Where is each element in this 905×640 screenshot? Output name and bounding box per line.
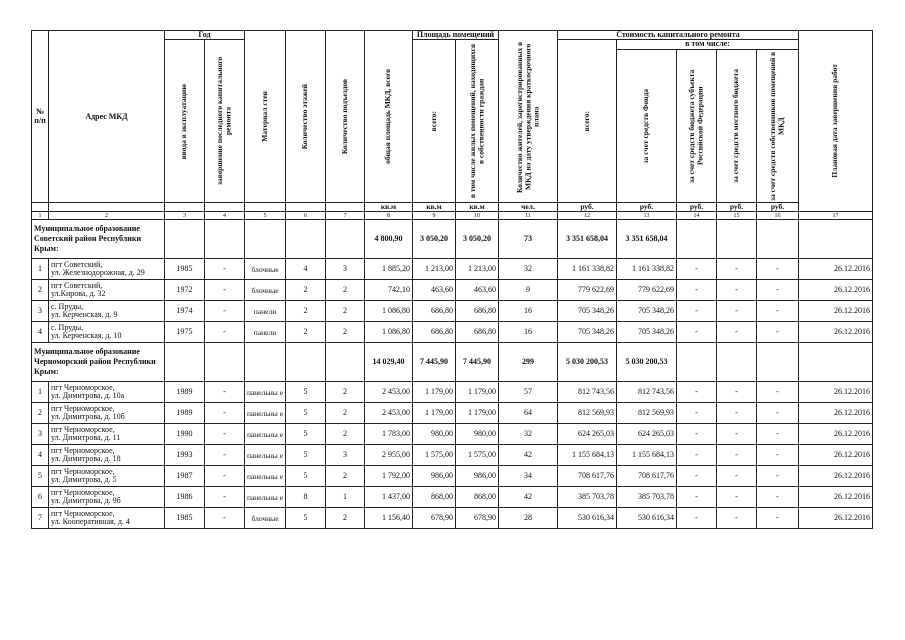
wall-material-cell: панельны е [245,466,286,487]
completion-date-cell: 26.12.2016 [799,382,873,403]
col-area-all-header: всего: [413,40,456,203]
wall-material-cell: блочные [245,259,286,280]
cost-region-cell: - [677,403,717,424]
area-all-cell: 986,00 [413,466,456,487]
address-line-1: пгт Черноморское, [51,424,115,434]
area-res-cell: 686,80 [456,301,499,322]
address-line-2: ул. Димитрова, д. 10б [51,412,125,422]
cost-fund-cell: 812 743,56 [617,382,677,403]
completion-date-cell: 26.12.2016 [799,445,873,466]
entrances-cell: 2 [326,301,365,322]
address-cell [49,301,165,322]
cost-owners-cell: - [757,322,799,343]
wall-material-cell: панельны е [245,403,286,424]
address-line-1: с. Пруды, [51,301,84,311]
cost-all-cell: 779 622,69 [558,280,617,301]
wall-material-cell: панели [245,301,286,322]
address-line-2: ул. Димитрова, д. 9б [51,496,121,506]
col-index: 12 [558,212,617,220]
total-area-cell: 1 086,80 [365,322,413,343]
cost-region-cell: - [677,322,717,343]
col-cost-owners-header: за счет средств собственников помещений в МКД [757,49,799,203]
address-cell [49,508,165,529]
col-index: 4 [205,212,245,220]
repair-plan-sheet [31,30,873,529]
address-cell [49,382,165,403]
address-line-1: пгт Черноморское, [51,382,115,392]
address-cell [49,487,165,508]
table-row [32,301,873,322]
floors-cell: 5 [286,445,326,466]
cost-fund-cell: 708 617,76 [617,466,677,487]
entrances-cell: 2 [326,322,365,343]
col-index: 15 [717,212,757,220]
table-row [32,382,873,403]
cost-owners-cell: - [757,445,799,466]
cost-region-cell: - [677,301,717,322]
floors-cell: 8 [286,487,326,508]
col-cost-fund-header: за счет средств Фонда [617,49,677,203]
area-res-cell: 686,80 [456,322,499,343]
total-area-cell: 4 800,90 [365,220,413,259]
entrances-cell: 2 [326,280,365,301]
col-total-area-header: общая площадь МКД, всего [365,31,413,203]
cost-region-cell: - [677,445,717,466]
year-repair-cell: - [205,445,245,466]
year-built-cell: 1985 [165,508,205,529]
col-index: 17 [799,212,873,220]
residents-cell: 42 [499,445,558,466]
total-area-cell: 1 086,80 [365,301,413,322]
cost-all-cell: 385 703,78 [558,487,617,508]
municipality-total-row [32,343,873,382]
row-number: 7 [32,508,49,529]
total-area-cell: 742,10 [365,280,413,301]
cost-sub-header: в том числе: [617,40,799,49]
col-residents-header: Количество жителей, зарегистрированных в МКД на дату утверждения краткосрочного плана [499,31,558,203]
row-number: 1 [32,382,49,403]
year-repair-cell: - [205,466,245,487]
cost-local-cell: - [717,445,757,466]
area-all-cell: 1 179,00 [413,382,456,403]
cost-group-header: Стоимость капитального ремонта [558,31,799,40]
col-index: 6 [286,212,326,220]
col-cost-local-header: за счет средств местного бюджета [717,49,757,203]
year-repair-cell: - [205,508,245,529]
area-res-cell: 463,60 [456,280,499,301]
floors-cell: 4 [286,259,326,280]
entrances-cell: 2 [326,403,365,424]
cost-local-cell: - [717,424,757,445]
address-line-1: пгт Черноморское, [51,403,115,413]
cost-all-cell: 708 617,76 [558,466,617,487]
total-area-cell: 1 783,00 [365,424,413,445]
cost-fund-cell: 3 351 658,04 [617,220,677,259]
address-line-1: пгт Советский, [51,259,103,269]
unit-cell: руб. [717,203,757,212]
entrances-cell: 3 [326,445,365,466]
year-built-cell: 1972 [165,280,205,301]
col-index: 2 [49,212,165,220]
row-number: 4 [32,445,49,466]
unit-cell: кв.м [413,203,456,212]
area-all-cell: 1 179,00 [413,403,456,424]
year-built-cell: 1989 [165,382,205,403]
area-res-cell: 678,90 [456,508,499,529]
wall-material-cell: панельны е [245,424,286,445]
col-floors-header: Количество этажей [286,31,326,203]
area-all-cell: 7 445,90 [413,343,456,382]
row-number: 4 [32,322,49,343]
area-res-cell: 1 179,00 [456,382,499,403]
cost-fund-cell: 385 703,78 [617,487,677,508]
address-line-2: ул. Димитрова, д. 11 [51,433,121,443]
year-built-cell: 1987 [165,466,205,487]
completion-date-cell: 26.12.2016 [799,508,873,529]
cost-owners-cell: - [757,403,799,424]
municipality-name: Муниципальное образование Черноморский район Республики Крым: [32,343,165,382]
col-year-repair-header: завершение последнего капитального ремонта [205,40,245,203]
residents-cell: 32 [499,259,558,280]
cost-owners-cell: - [757,259,799,280]
total-area-cell: 1 437,00 [365,487,413,508]
total-area-cell: 1 156,40 [365,508,413,529]
cost-fund-cell: 779 622,69 [617,280,677,301]
total-area-cell: 1 792,00 [365,466,413,487]
table-row [32,508,873,529]
col-year-built-header: ввода в эксплуатацию [165,40,205,203]
area-all-cell: 678,90 [413,508,456,529]
cost-fund-cell: 705 348,26 [617,322,677,343]
table-row [32,445,873,466]
floors-cell: 2 [286,301,326,322]
col-area-res-header: в том числе жилых помещений, находящихся в собственности граждан [456,40,499,203]
cost-region-cell: - [677,508,717,529]
completion-date-cell: 26.12.2016 [799,487,873,508]
row-number: 5 [32,466,49,487]
area-all-cell: 3 050,20 [413,220,456,259]
address-line-1: пгт Черноморское, [51,508,115,518]
cost-owners-cell: - [757,487,799,508]
address-line-2: ул. Железнодорожная, д. 29 [51,268,145,278]
cost-owners-cell: - [757,382,799,403]
cost-local-cell: - [717,259,757,280]
residents-cell: 299 [499,343,558,382]
unit-cell: руб. [617,203,677,212]
year-repair-cell: - [205,403,245,424]
year-group-header: Год [165,31,245,40]
cost-all-cell: 530 616,34 [558,508,617,529]
municipality-group-2 [32,343,873,529]
column-index-row [32,212,873,220]
area-res-cell: 3 050,20 [456,220,499,259]
address-cell [49,445,165,466]
address-cell [49,280,165,301]
address-line-1: пгт Советский, [51,280,103,290]
completion-date-cell: 26.12.2016 [799,259,873,280]
cost-fund-cell: 624 265,03 [617,424,677,445]
cost-all-cell: 812 743,56 [558,382,617,403]
cost-all-cell: 624 265,03 [558,424,617,445]
total-area-cell: 2 453,00 [365,382,413,403]
cost-owners-cell: - [757,424,799,445]
residents-cell: 16 [499,322,558,343]
floors-cell: 2 [286,280,326,301]
col-cost-region-header: за счет средств бюджета субъекта Российской Федерации [677,49,717,203]
year-built-cell: 1974 [165,301,205,322]
year-built-cell: 1985 [165,259,205,280]
cost-fund-cell: 812 569,93 [617,403,677,424]
cost-local-cell: - [717,508,757,529]
area-group-header: Площадь помещений [413,31,499,40]
year-repair-cell: - [205,259,245,280]
completion-date-cell: 26.12.2016 [799,424,873,445]
address-line-2: ул.Кирова, д. 32 [51,289,106,299]
year-built-cell: 1989 [165,403,205,424]
col-date-header: Плановая дата завершения работ [799,31,873,212]
address-line-2: ул. Димитрова, д. 10а [51,391,125,401]
cost-all-cell: 3 351 658,04 [558,220,617,259]
residents-cell: 16 [499,301,558,322]
completion-date-cell: 26.12.2016 [799,322,873,343]
cost-fund-cell: 705 348,26 [617,301,677,322]
col-address-header: Адрес МКД [49,31,165,203]
unit-cell: руб. [757,203,799,212]
col-index: 13 [617,212,677,220]
entrances-cell: 2 [326,424,365,445]
residents-cell: 34 [499,466,558,487]
address-line-2: ул. Керченская, д. 10 [51,331,122,341]
col-index: 5 [245,212,286,220]
area-res-cell: 868,00 [456,487,499,508]
row-number: 2 [32,403,49,424]
entrances-cell: 2 [326,466,365,487]
floors-cell: 2 [286,322,326,343]
completion-date-cell: 26.12.2016 [799,301,873,322]
completion-date-cell: 26.12.2016 [799,280,873,301]
unit-cell: руб. [677,203,717,212]
entrances-cell: 2 [326,508,365,529]
area-res-cell: 7 445,90 [456,343,499,382]
year-repair-cell: - [205,301,245,322]
cost-local-cell: - [717,382,757,403]
wall-material-cell: панельны е [245,382,286,403]
col-entrances-header: Количество подъездов [326,31,365,203]
residents-cell: 64 [499,403,558,424]
cost-owners-cell: - [757,508,799,529]
address-cell [49,424,165,445]
municipality-total-row [32,220,873,259]
wall-material-cell: панельны е [245,445,286,466]
cost-fund-cell: 5 030 200,53 [617,343,677,382]
residents-cell: 32 [499,424,558,445]
total-area-cell: 2 453,00 [365,403,413,424]
total-area-cell: 1 885,20 [365,259,413,280]
address-line-2: ул. Димитрова, д. 5 [51,475,117,485]
table-row [32,322,873,343]
year-built-cell: 1986 [165,487,205,508]
col-wall-header: Материал стен [245,31,286,203]
cost-region-cell: - [677,466,717,487]
cost-fund-cell: 1 161 338,82 [617,259,677,280]
cost-fund-cell: 1 155 684,13 [617,445,677,466]
row-number: 6 [32,487,49,508]
col-index: 11 [499,212,558,220]
repair-plan-table [31,30,873,529]
col-num-header: № п/п [32,31,49,203]
table-row [32,403,873,424]
year-repair-cell: - [205,487,245,508]
row-number: 1 [32,259,49,280]
cost-region-cell: - [677,259,717,280]
floors-cell: 5 [286,403,326,424]
cost-local-cell: - [717,487,757,508]
completion-date-cell: 26.12.2016 [799,466,873,487]
cost-region-cell: - [677,280,717,301]
area-res-cell: 1 179,00 [456,403,499,424]
total-area-cell: 2 955,00 [365,445,413,466]
floors-cell: 5 [286,424,326,445]
address-cell [49,322,165,343]
year-built-cell: 1990 [165,424,205,445]
entrances-cell: 2 [326,382,365,403]
table-row [32,280,873,301]
year-repair-cell: - [205,280,245,301]
address-line-2: ул. Димитрова, д. 18 [51,454,121,464]
address-line-1: пгт Черноморское, [51,466,115,476]
year-repair-cell: - [205,382,245,403]
address-line-1: пгт Черноморское, [51,487,115,497]
cost-owners-cell: - [757,301,799,322]
year-built-cell: 1993 [165,445,205,466]
entrances-cell: 1 [326,487,365,508]
area-all-cell: 686,80 [413,322,456,343]
cost-region-cell: - [677,424,717,445]
units-row [32,203,873,212]
cost-owners-cell: - [757,280,799,301]
residents-cell: 42 [499,487,558,508]
table-row [32,466,873,487]
cost-all-cell: 1 161 338,82 [558,259,617,280]
cost-all-cell: 1 155 684,13 [558,445,617,466]
address-line-1: пгт Черноморское, [51,445,115,455]
cost-all-cell: 705 348,26 [558,322,617,343]
floors-cell: 5 [286,382,326,403]
col-index: 16 [757,212,799,220]
col-index: 10 [456,212,499,220]
cost-local-cell: - [717,466,757,487]
cost-owners-cell: - [757,466,799,487]
wall-material-cell: панели [245,322,286,343]
area-all-cell: 1 575,00 [413,445,456,466]
wall-material-cell: панельны е [245,487,286,508]
year-repair-cell: - [205,322,245,343]
area-all-cell: 980,00 [413,424,456,445]
table-row [32,487,873,508]
col-cost-all-header: всего: [558,40,617,203]
cost-fund-cell: 530 616,34 [617,508,677,529]
unit-cell: кв.м [456,203,499,212]
cost-all-cell: 5 030 200,53 [558,343,617,382]
wall-material-cell: блочные [245,280,286,301]
cost-local-cell: - [717,403,757,424]
municipality-name: Муниципальное образование Советский район Республики Крым: [32,220,165,259]
year-built-cell: 1975 [165,322,205,343]
col-index: 3 [165,212,205,220]
municipality-group-1 [32,220,873,343]
unit-cell: кв.м [365,203,413,212]
address-line-2: ул. Кооперативная, д. 4 [51,517,130,527]
residents-cell: 9 [499,280,558,301]
residents-cell: 73 [499,220,558,259]
address-cell [49,403,165,424]
wall-material-cell: блочные [245,508,286,529]
area-res-cell: 1 213,00 [456,259,499,280]
address-line-2: ул. Керченская, д. 9 [51,310,118,320]
cost-local-cell: - [717,280,757,301]
cost-all-cell: 705 348,26 [558,301,617,322]
col-index: 1 [32,212,49,220]
row-number: 2 [32,280,49,301]
unit-cell: чел. [499,203,558,212]
residents-cell: 57 [499,382,558,403]
address-cell [49,466,165,487]
area-all-cell: 868,00 [413,487,456,508]
table-row [32,259,873,280]
table-row [32,424,873,445]
col-index: 8 [365,212,413,220]
cost-local-cell: - [717,301,757,322]
area-all-cell: 686,80 [413,301,456,322]
cost-region-cell: - [677,487,717,508]
col-index: 14 [677,212,717,220]
cost-all-cell: 812 569,93 [558,403,617,424]
area-res-cell: 980,00 [456,424,499,445]
total-area-cell: 14 029,40 [365,343,413,382]
address-line-1: с. Пруды, [51,322,84,332]
completion-date-cell: 26.12.2016 [799,403,873,424]
floors-cell: 5 [286,508,326,529]
residents-cell: 28 [499,508,558,529]
floors-cell: 5 [286,466,326,487]
cost-local-cell: - [717,322,757,343]
area-all-cell: 1 213,00 [413,259,456,280]
col-index: 9 [413,212,456,220]
cost-region-cell: - [677,382,717,403]
row-number: 3 [32,424,49,445]
area-res-cell: 1 575,00 [456,445,499,466]
unit-cell: руб. [558,203,617,212]
area-all-cell: 463,60 [413,280,456,301]
entrances-cell: 3 [326,259,365,280]
address-cell [49,259,165,280]
row-number: 3 [32,301,49,322]
col-index: 7 [326,212,365,220]
area-res-cell: 986,00 [456,466,499,487]
year-repair-cell: - [205,424,245,445]
